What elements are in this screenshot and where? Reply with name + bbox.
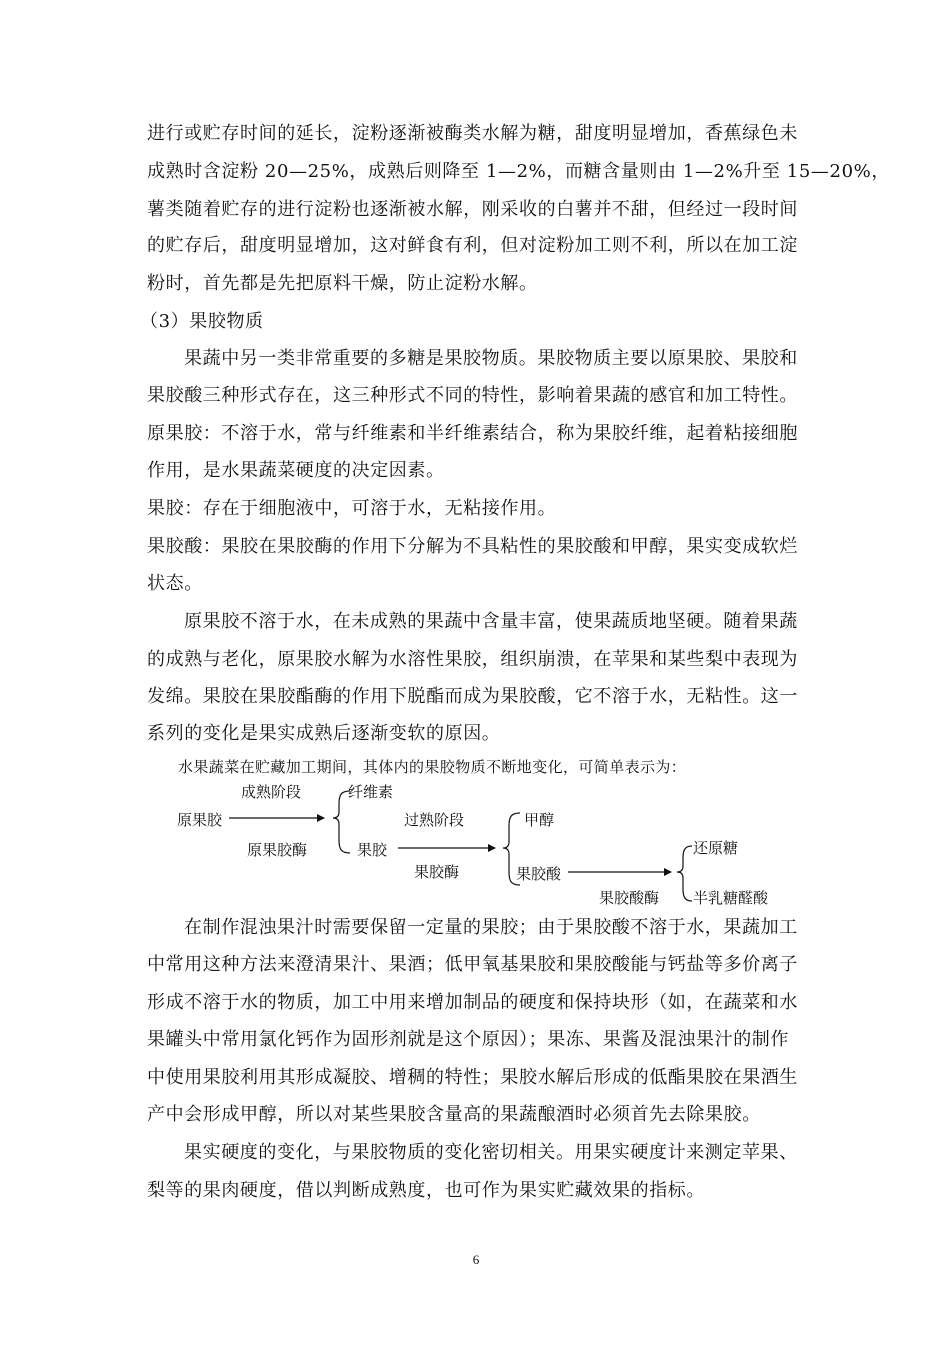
label-overripe-stage: 过熟阶段 <box>404 811 465 829</box>
label-galacturonic-acid: 半乳糖醛酸 <box>693 889 769 907</box>
text-line: 产中会形成甲醇，所以对某些果胶含量高的果蔬酿酒时必须首先去除果胶。 <box>147 1104 761 1125</box>
text-line: 果胶酸：果胶在果胶酶的作用下分解为不具粘性的果胶酸和甲醇，果实变成软烂 <box>147 536 798 557</box>
text-line: 进行或贮存时间的延长，淀粉逐渐被酶类水解为糖，甜度明显增加，香蕉绿色未 <box>147 123 798 144</box>
text-line: 薯类随着贮存的进行淀粉也逐渐被水解，刚采收的白薯并不甜，但经过一段时间 <box>147 199 798 220</box>
label-pectin: 果胶 <box>357 841 388 859</box>
diagram-caption: 水果蔬菜在贮藏加工期间，其体内的果胶物质不断地变化，可简单表示为： <box>178 758 687 776</box>
text-line: 原果胶：不溶于水，常与纤维素和半纤维素结合，称为果胶纤维，起着粘接细胞 <box>147 423 798 444</box>
label-protopectin: 原果胶 <box>177 811 223 829</box>
label-pectic-acid: 果胶酸 <box>516 865 562 883</box>
text-line: 果胶：存在于细胞液中，可溶于水，无粘接作用。 <box>147 498 557 519</box>
label-methanol: 甲醇 <box>524 811 555 829</box>
label-ripening-stage: 成熟阶段 <box>241 783 302 801</box>
text-line: 成熟时含淀粉 20—25%，成熟后则降至 1—2%，而糖含量则由 1—2%升至 15—20%， <box>147 161 890 182</box>
text-line: 粉时，首先都是先把原料干燥，防止淀粉水解。 <box>147 273 538 294</box>
text-line: 梨等的果肉硬度，借以判断成熟度，也可作为果实贮藏效果的指标。 <box>147 1180 705 1201</box>
text-line: 状态。 <box>147 573 203 594</box>
text-line: 果实硬度的变化，与果胶物质的变化密切相关。用果实硬度计来测定苹果、 <box>184 1142 798 1163</box>
text-line: 果胶酸三种形式存在，这三种形式不同的特性，影响着果蔬的感官和加工特性。 <box>147 385 798 406</box>
text-line: 形成不溶于水的物质，加工中用来增加制品的硬度和保持块形（如，在蔬菜和水 <box>147 992 798 1013</box>
text-line: 的贮存后，甜度明显增加，这对鲜食有利，但对淀粉加工则不利，所以在加工淀 <box>147 235 798 256</box>
text-line: 发绵。果胶在果胶酯酶的作用下脱酯而成为果胶酸，它不溶于水，无粘性。这一 <box>147 686 798 707</box>
text-line: 系列的变化是果实成熟后逐渐变软的原因。 <box>147 723 501 744</box>
label-pectic-acid-enzyme: 果胶酸酶 <box>599 889 660 907</box>
text-line: 在制作混浊果汁时需要保留一定量的果胶；由于果胶酸不溶于水，果蔬加工 <box>184 917 798 938</box>
text-line: 果罐头中常用氯化钙作为固形剂就是这个原因）；果冻、果酱及混浊果汁的制作 <box>147 1029 789 1050</box>
label-reducing-sugar: 还原糖 <box>693 839 739 857</box>
brace-3 <box>677 846 692 901</box>
text-line: 中使用果胶利用其形成凝胶、增稠的特性；果胶水解后形成的低酯果胶在果酒生 <box>147 1067 798 1088</box>
brace-2 <box>503 813 520 885</box>
text-line: 果蔬中另一类非常重要的多糖是果胶物质。果胶物质主要以原果胶、果胶和 <box>184 348 798 369</box>
text-line: 原果胶不溶于水，在未成熟的果蔬中含量丰富，使果蔬质地坚硬。随着果蔬 <box>184 611 798 632</box>
label-cellulose: 纤维素 <box>348 783 394 801</box>
section-heading: （3）果胶物质 <box>140 311 264 332</box>
text-line: 中常用这种方法来澄清果汁、果酒；低甲氧基果胶和果胶酸能与钙盐等多价离子 <box>147 954 798 975</box>
brace-1 <box>333 791 350 853</box>
label-pectinase: 果胶酶 <box>414 863 460 881</box>
label-protopectinase: 原果胶酶 <box>247 841 308 859</box>
text-line: 的成熟与老化，原果胶水解为水溶性果胶，组织崩溃，在苹果和某些梨中表现为 <box>147 649 798 670</box>
page-number: 6 <box>472 1252 480 1267</box>
text-line: 作用，是水果蔬菜硬度的决定因素。 <box>147 460 445 481</box>
